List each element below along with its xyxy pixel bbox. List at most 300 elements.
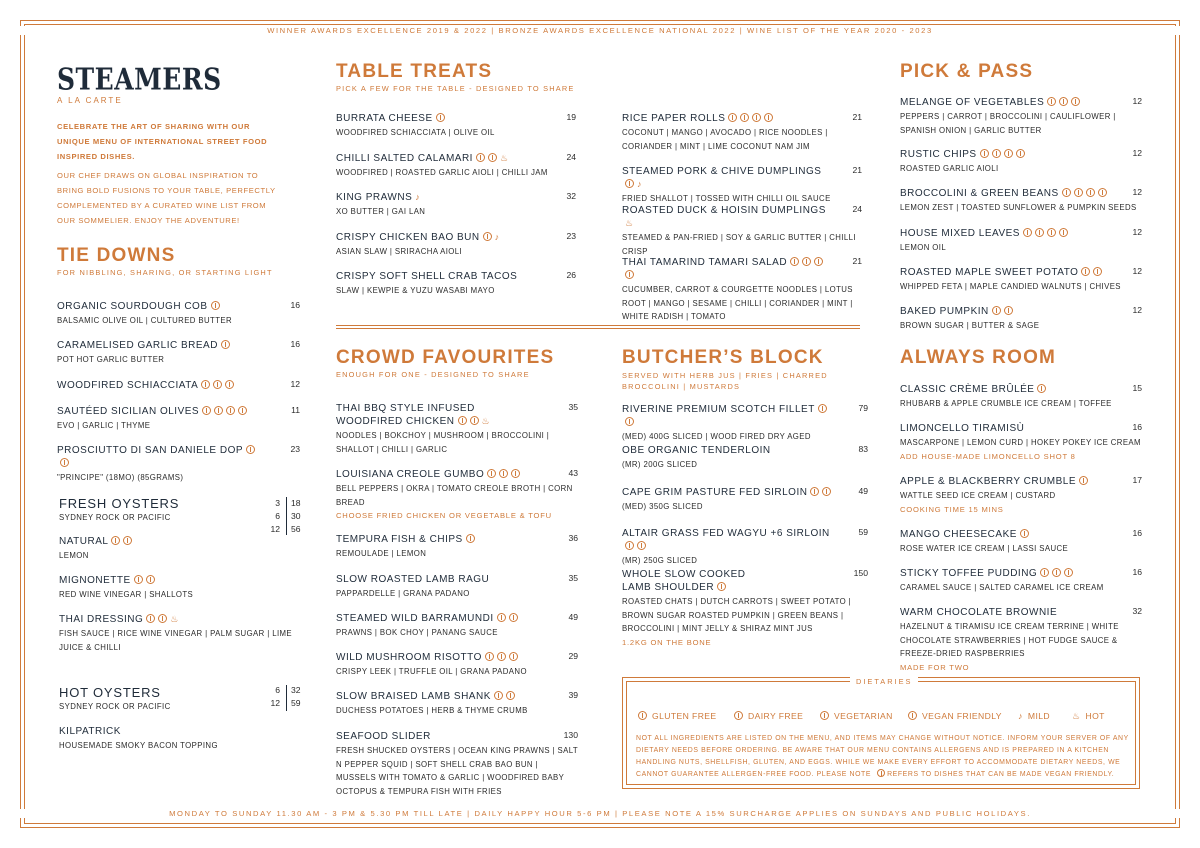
dietary-icon — [625, 541, 634, 550]
dietary-icon — [752, 113, 761, 122]
menu-item-natural — [59, 535, 299, 563]
dietary-icon — [790, 257, 799, 266]
item-description: EVO | GARLIC | THYME — [57, 421, 151, 430]
dietary-icon — [1059, 97, 1068, 106]
menu-item-rustic-chips — [900, 148, 1142, 176]
item-name-text: WHOLE SLOW COOKED LAMB SHOULDER — [622, 569, 746, 593]
item-name-text: BAKED PUMPKIN — [900, 306, 989, 317]
menu-item-prosciutto-di-san-daniele-dop — [57, 444, 300, 485]
legend-vegan-friendly — [908, 711, 1002, 721]
menu-item-classic-cr-me-br-l-e — [900, 383, 1142, 411]
item-name — [57, 405, 266, 418]
item-description: BROWN SUGAR | BUTTER & SAGE — [900, 321, 1040, 330]
dietary-icon — [1035, 228, 1044, 237]
item-name-text: BURRATA CHEESE — [336, 113, 433, 124]
dietary-icon — [509, 613, 518, 622]
item-price: 59 — [858, 527, 868, 537]
legend-hot — [1072, 711, 1105, 721]
item-name-text: CLASSIC CRÈME BRÛLÉE — [900, 384, 1035, 395]
intro-bold: CELEBRATE THE ART OF SHARING WITH OUR UNIQUE MENU OF INTERNATIONAL STREET FOOD INSPIRED DISHES. — [57, 122, 268, 161]
menu-item-thai-dressing — [59, 613, 299, 654]
item-price: 79 — [858, 403, 868, 413]
dietary-icon — [226, 406, 235, 415]
item-name-text: SLOW BRAISED LAMB SHANK — [336, 691, 491, 702]
intro-body: OUR CHEF DRAWS ON GLOBAL INSPIRATION TO BRING BOLD FUSIONS TO YOUR TABLE, PERFECTLY COMPLEMENTED BY A CURATED WINE LIST FROM OUR SOMMELIER. ENJOY THE ADVENTURE! — [57, 171, 276, 225]
item-name-text: ROASTED MAPLE SWEET POTATO — [900, 267, 1079, 278]
menu-item-wild-mushroom-risotto — [336, 651, 578, 679]
item-price: 12 — [290, 379, 300, 389]
hot-icon: ♨ — [170, 614, 179, 624]
menu-item-steamed-wild-barramundi — [336, 612, 578, 640]
dietary-icon — [202, 406, 211, 415]
item-description: BALSAMIC OLIVE OIL | CULTURED BUTTER — [57, 316, 232, 325]
item-name — [336, 270, 542, 283]
dietary-icon — [818, 404, 827, 413]
item-price: 43 — [568, 468, 578, 478]
item-price: 36 — [568, 533, 578, 543]
item-description: WOODFIRED SCHIACCIATA | OLIVE OIL — [336, 128, 495, 137]
item-description: FISH SAUCE | RICE WINE VINEGAR | PALM SUGAR | LIME JUICE & CHILLI — [59, 629, 293, 652]
item-name-text: THAI TAMARIND TAMARI SALAD — [622, 257, 788, 268]
item-price: 35 — [568, 402, 578, 412]
dietary-icon — [1020, 529, 1029, 538]
menu-item-broccolini-green-beans — [900, 187, 1142, 215]
dietary-icon — [466, 534, 475, 543]
item-name-text: STEAMED PORK & CHIVE DUMPLINGS — [622, 166, 822, 177]
dietary-icon — [734, 711, 743, 720]
dietary-icon — [123, 536, 132, 545]
dietary-icon — [1047, 97, 1056, 106]
menu-item-crispy-chicken-bao-bun — [336, 231, 576, 259]
item-description: LEMON ZEST | TOASTED SUNFLOWER & PUMPKIN SEEDS — [900, 203, 1137, 212]
brand-subtitle: A LA CARTE — [57, 96, 123, 105]
item-description: RED WINE VINEGAR | SHALLOTS — [59, 590, 194, 599]
oyster-price: 56 — [291, 524, 301, 534]
dietary-icon — [625, 417, 634, 426]
dietary-icon — [1064, 568, 1073, 577]
fresh-oysters-subtitle: SYDNEY ROCK OR PACIFIC — [59, 513, 171, 522]
dietary-icon — [814, 257, 823, 266]
item-name — [336, 612, 544, 625]
menu-item-saut-ed-sicilian-olives — [57, 405, 300, 433]
tie-downs-subtitle: FOR NIBBLING, SHARING, OR STARTING LIGHT — [57, 268, 273, 277]
item-name-text: LOUISIANA CREOLE GUMBO — [336, 469, 485, 480]
dietary-icon — [1062, 188, 1071, 197]
item-description: MASCARPONE | LEMON CURD | HOKEY POKEY ICE CREAM — [900, 438, 1141, 447]
item-note: COOKING TIME 15 MINS — [900, 504, 1004, 514]
item-name — [59, 574, 295, 587]
item-name-text: THAI BBQ STYLE INFUSED WOODFIRED CHICKEN — [336, 403, 475, 427]
item-name — [336, 191, 542, 204]
oyster-price: 32 — [291, 685, 301, 695]
mild-icon: ♪ — [637, 179, 642, 189]
menu-item-woodfired-schiacciata — [57, 379, 300, 392]
item-description: CRISPY LEEK | TRUFFLE OIL | GRANA PADANO — [336, 667, 527, 676]
item-price: 49 — [858, 486, 868, 496]
dietary-icon — [980, 149, 989, 158]
dietary-icon — [1081, 267, 1090, 276]
item-price: 16 — [290, 339, 300, 349]
item-name-text: WARM CHOCOLATE BROWNIE — [900, 607, 1058, 618]
item-name — [622, 165, 828, 191]
menu-item-riverine-premium-scotch-fillet — [622, 403, 868, 444]
item-name — [622, 204, 828, 230]
item-name — [336, 152, 542, 165]
item-price: 24 — [566, 152, 576, 162]
menu-item-limoncello-tiramis — [900, 422, 1142, 463]
item-price: 12 — [1132, 305, 1142, 315]
legend-label: VEGAN FRIENDLY — [922, 711, 1002, 721]
item-name-text: THAI DRESSING — [59, 614, 144, 625]
item-description: (MED) 350G SLICED — [622, 502, 703, 511]
menu-item-melange-of-vegetables — [900, 96, 1142, 137]
mild-icon: ♪ — [494, 232, 500, 242]
dietary-icon — [485, 652, 494, 661]
dietary-icon — [1086, 188, 1095, 197]
oyster-count: 12 — [270, 524, 280, 534]
divider — [336, 328, 860, 329]
item-description: LEMON OIL — [900, 243, 947, 252]
hot-icon: ♨ — [625, 218, 634, 228]
item-name — [622, 527, 834, 553]
menu-item-louisiana-creole-gumbo — [336, 468, 578, 523]
dietary-icon — [992, 306, 1001, 315]
mild-icon: ♪ — [415, 192, 421, 202]
menu-item-kilpatrick — [59, 725, 299, 753]
dietary-icon — [60, 458, 69, 467]
legend-label: DAIRY FREE — [748, 711, 804, 721]
item-description: WATTLE SEED ICE CREAM | CUSTARD — [900, 491, 1056, 500]
dietary-icon — [820, 711, 829, 720]
mild-icon: ♪ — [1018, 711, 1023, 721]
hot-icon: ♨ — [481, 416, 491, 426]
dietary-icon — [717, 582, 726, 591]
dietary-icon — [1079, 476, 1088, 485]
item-name-text: OBE ORGANIC TENDERLOIN — [622, 445, 771, 456]
dietary-icon — [1074, 188, 1083, 197]
item-name-text: HOUSE MIXED LEAVES — [900, 228, 1020, 239]
item-name — [900, 227, 1108, 240]
item-price: 29 — [568, 651, 578, 661]
fresh-oysters-title: FRESH OYSTERS — [59, 496, 180, 511]
table-treats-subtitle: PICK A FEW FOR THE TABLE - DESIGNED TO SHARE — [336, 84, 575, 93]
bottom-banner — [0, 809, 1200, 818]
item-name-text: RUSTIC CHIPS — [900, 149, 977, 160]
item-price: 23 — [566, 231, 576, 241]
dietary-icon — [506, 691, 515, 700]
item-description: DUCHESS POTATOES | HERB & THYME CRUMB — [336, 706, 528, 715]
item-price: 12 — [1132, 227, 1142, 237]
item-name-text: KING PRAWNS — [336, 192, 413, 203]
crowd-favourites-subtitle: ENOUGH FOR ONE - DESIGNED TO SHARE — [336, 370, 530, 379]
item-price: 12 — [1132, 266, 1142, 276]
item-name — [336, 402, 524, 428]
menu-item-crispy-soft-shell-crab-tacos — [336, 270, 576, 298]
dietary-icon — [225, 380, 234, 389]
item-name — [900, 187, 1108, 200]
always-room-title: ALWAYS ROOM — [900, 347, 1057, 368]
item-name — [900, 528, 1108, 541]
dietary-icon — [625, 270, 634, 279]
oyster-count: 12 — [270, 698, 280, 708]
item-description: XO BUTTER | GAI LAN — [336, 207, 426, 216]
menu-item-rice-paper-rolls — [622, 112, 862, 153]
item-name — [57, 339, 266, 352]
item-name-text: TEMPURA FISH & CHIPS — [336, 534, 463, 545]
menu-item-warm-chocolate-brownie — [900, 606, 1142, 674]
oyster-price: 30 — [291, 511, 301, 521]
item-name — [57, 444, 266, 470]
dietary-icon — [487, 469, 496, 478]
dietary-icon — [511, 469, 520, 478]
dietary-icon — [992, 149, 1001, 158]
menu-item-baked-pumpkin — [900, 305, 1142, 333]
dietary-icon — [201, 380, 210, 389]
item-description: HAZELNUT & TIRAMISU ICE CREAM TERRINE | WHITE CHOCOLATE STRAWBERRIES | HOT FUDGE SAUCE & FREEZE-DRIED RASPBERRIES — [900, 622, 1119, 658]
menu-item-obe-organic-tenderloin — [622, 444, 868, 472]
item-price: 49 — [568, 612, 578, 622]
item-description: FRIED SHALLOT | TOSSED WITH CHILLI OIL SAUCE — [622, 194, 831, 203]
item-price: 12 — [1132, 96, 1142, 106]
item-description: RHUBARB & APPLE CRUMBLE ICE CREAM | TOFFEE — [900, 399, 1112, 408]
item-name — [900, 567, 1108, 580]
dietary-icon — [637, 541, 646, 550]
dietary-icon — [213, 380, 222, 389]
item-price: 130 — [563, 730, 578, 740]
item-name — [900, 383, 1108, 396]
item-name-text: NATURAL — [59, 536, 109, 547]
hot-oysters-title: HOT OYSTERS — [59, 685, 161, 700]
item-name-text: CRISPY CHICKEN BAO BUN — [336, 232, 480, 243]
menu-item-thai-bbq-style-infused-woodfired-chicken — [336, 402, 578, 456]
menu-item-cape-grim-pasture-fed-sirloin — [622, 486, 868, 514]
item-description: LEMON — [59, 551, 89, 560]
item-note: 1.2KG ON THE BONE — [622, 637, 712, 647]
item-name-text: STEAMED WILD BARRAMUNDI — [336, 613, 494, 624]
item-price: 35 — [568, 573, 578, 583]
item-name-text: STICKY TOFFEE PUDDING — [900, 568, 1038, 579]
item-name-text: MANGO CHEESECAKE — [900, 529, 1017, 540]
item-description: STEAMED & PAN-FRIED | SOY & GARLIC BUTTER | CHILLI CRISP — [622, 233, 856, 256]
item-name — [59, 535, 295, 548]
table-treats-title: TABLE TREATS — [336, 61, 493, 82]
top-banner-text: WINNER AWARDS EXCELLENCE 2019 & 2022 | BRONZE AWARDS EXCELLENCE NATIONAL 2022 | WINE LIST OF THE YEAR 2020 - 2023 — [259, 26, 941, 35]
item-name — [336, 651, 544, 664]
item-name — [336, 730, 544, 743]
menu-item-chilli-salted-calamari — [336, 152, 576, 180]
oyster-price: 18 — [291, 498, 301, 508]
dietary-icon — [1004, 306, 1013, 315]
item-name — [622, 403, 834, 429]
top-banner — [0, 26, 1200, 35]
item-price: 16 — [1132, 567, 1142, 577]
dietaries-disclaimer — [636, 733, 1130, 781]
butchers-block-subtitle: SERVED WITH HERB JUS | FRIES | CHARRED BROCCOLINI | MUSTARDS — [622, 371, 828, 391]
item-description: ROASTED CHATS | DUTCH CARROTS | SWEET POTATO | BROWN SUGAR ROASTED PUMPKIN | GREEN BEANS | BROCCOLINI | MINT JELLY & SHIRAZ MINT JUS — [622, 597, 852, 633]
item-price: 19 — [566, 112, 576, 122]
dietary-icon — [483, 232, 492, 241]
dietary-icon — [1016, 149, 1025, 158]
dietary-icon — [221, 340, 230, 349]
dietary-icon — [488, 153, 497, 162]
menu-item-whole-slow-cooked-lamb-shoulder — [622, 568, 868, 649]
item-description: REMOULADE | LEMON — [336, 549, 427, 558]
item-name-text: RIVERINE PREMIUM SCOTCH FILLET — [622, 404, 815, 415]
menu-item-organic-sourdough-cob — [57, 300, 300, 328]
menu-item-mango-cheesecake — [900, 528, 1142, 556]
item-note: ADD HOUSE-MADE LIMONCELLO SHOT 8 — [900, 451, 1076, 461]
tie-downs-title: TIE DOWNS — [57, 245, 176, 266]
legend-gluten-free — [638, 711, 717, 721]
dietary-icon — [1071, 97, 1080, 106]
item-name — [622, 568, 752, 594]
dietary-icon — [476, 153, 485, 162]
dietaries-title: DIETARIES — [850, 677, 918, 686]
dietary-icon — [214, 406, 223, 415]
dietary-icon — [458, 416, 467, 425]
item-name-text: SLOW ROASTED LAMB RAGU — [336, 574, 490, 585]
legend-vegetarian — [820, 711, 893, 721]
item-name — [622, 444, 834, 457]
oyster-price-divider — [286, 497, 287, 535]
item-price: 12 — [1132, 148, 1142, 158]
menu-item-thai-tamarind-tamari-salad — [622, 256, 862, 324]
dietary-icon — [211, 301, 220, 310]
dietary-icon — [1098, 188, 1107, 197]
hot-icon: ♨ — [499, 153, 509, 163]
item-name-text: KILPATRICK — [59, 726, 121, 737]
divider — [336, 325, 860, 326]
item-name-text: CRISPY SOFT SHELL CRAB TACOS — [336, 271, 518, 282]
item-description: ASIAN SLAW | SRIRACHA AIOLI — [336, 247, 463, 256]
item-price: 150 — [853, 568, 868, 578]
menu-item-roasted-duck-hoisin-dumplings — [622, 204, 862, 258]
oyster-price: 59 — [291, 698, 301, 708]
brand-logo: STEAMERS — [57, 62, 222, 97]
menu-item-tempura-fish-chips — [336, 533, 578, 561]
menu-item-slow-roasted-lamb-ragu — [336, 573, 578, 601]
item-name — [900, 422, 1108, 435]
item-name-text: PROSCIUTTO DI SAN DANIELE DOP — [57, 445, 244, 456]
item-price: 21 — [852, 165, 862, 175]
item-name — [336, 112, 542, 125]
item-price: 12 — [1132, 187, 1142, 197]
item-description: SLAW | KEWPIE & YUZU WASABI MAYO — [336, 286, 495, 295]
item-name-text: ROASTED DUCK & HOISIN DUMPLINGS — [622, 205, 826, 216]
dietary-icon — [494, 691, 503, 700]
oyster-count: 6 — [275, 511, 280, 521]
butchers-block-title: BUTCHER’S BLOCK — [622, 347, 824, 368]
item-name — [900, 148, 1108, 161]
item-description: PRAWNS | BOK CHOY | PANANG SAUCE — [336, 628, 498, 637]
item-price: 21 — [852, 112, 862, 122]
item-name — [57, 300, 266, 313]
hot-icon: ♨ — [1072, 711, 1081, 721]
item-price: 23 — [290, 444, 300, 454]
item-description: HOUSEMADE SMOKY BACON TOPPING — [59, 741, 218, 750]
dietary-icon — [1037, 384, 1046, 393]
item-price: 11 — [291, 405, 300, 415]
dietary-icon — [238, 406, 247, 415]
item-name — [336, 468, 544, 481]
item-name — [622, 256, 828, 282]
dietary-icon — [497, 652, 506, 661]
dietary-icon — [822, 487, 831, 496]
disclaimer-text: NOT ALL INGREDIENTS ARE LISTED ON THE MENU, AND ITEMS MAY CHANGE WITHOUT NOTICE. INFORM YOUR SERVER OF ANY DIETARY NEEDS BEFORE ORDERING. BE AWARE THAT OUR MENU CONTAINS ALLERGENS AND IS PREPARED IN A KITCHEN HANDLING NUTS, SHELLFISH, GLUTEN, AND EGGS. WHILE WE MAKE EVERY EFFORT TO ACCOMMODATE DIETARY NEEDS, WE CANNOT GUARANTEE ALLERGEN-FREE FOOD. PLEASE NOTE — [636, 735, 1129, 778]
pick-pass-title: PICK & PASS — [900, 61, 1034, 82]
legend-mild — [1018, 711, 1050, 721]
menu-item-king-prawns — [336, 191, 576, 219]
item-price: 16 — [1132, 528, 1142, 538]
oyster-price-divider — [286, 685, 287, 711]
item-name — [336, 573, 544, 586]
item-name-text: RICE PAPER ROLLS — [622, 113, 726, 124]
item-description: POT HOT GARLIC BUTTER — [57, 355, 165, 364]
item-note: CHOOSE FRIED CHICKEN OR VEGETABLE & TOFU — [336, 511, 552, 520]
dietary-icon — [499, 469, 508, 478]
item-price: 26 — [566, 270, 576, 280]
item-description: (MED) 400G SLICED | WOOD FIRED DRY AGED — [622, 432, 811, 441]
menu-item-seafood-slider — [336, 730, 578, 798]
menu-item-caramelised-garlic-bread — [57, 339, 300, 367]
dietary-icon — [146, 614, 155, 623]
oyster-count: 6 — [275, 685, 280, 695]
dietary-icon — [146, 575, 155, 584]
item-price: 15 — [1132, 383, 1142, 393]
item-description: NOODLES | BOKCHOY | MUSHROOM | BROCCOLINI | SHALLOT | CHILLI | GARLIC — [336, 431, 550, 454]
menu-item-sticky-toffee-pudding — [900, 567, 1142, 595]
legend-dairy-free — [734, 711, 803, 721]
vegan-friendly-icon — [877, 769, 885, 777]
item-price: 24 — [852, 204, 862, 214]
item-description: PEPPERS | CARROT | BROCCOLINI | CAULIFLOWER | SPANISH ONION | GARLIC BUTTER — [900, 112, 1116, 135]
dietary-icon — [802, 257, 811, 266]
menu-item-roasted-maple-sweet-potato — [900, 266, 1142, 294]
disclaimer-text-end: REFERS TO DISHES THAT CAN BE MADE VEGAN FRIENDLY. — [887, 771, 1115, 778]
menu-item-apple-blackberry-crumble — [900, 475, 1142, 516]
item-name-text: SEAFOOD SLIDER — [336, 731, 431, 742]
item-description: PAPPARDELLE | GRANA PADANO — [336, 589, 470, 598]
item-name-text: WILD MUSHROOM RISOTTO — [336, 652, 482, 663]
dietary-icon — [1047, 228, 1056, 237]
item-name — [59, 725, 295, 738]
item-price: 16 — [1132, 422, 1142, 432]
intro-text — [57, 119, 285, 228]
dietary-icon — [436, 113, 445, 122]
dietary-icon — [764, 113, 773, 122]
item-price: 32 — [1132, 606, 1142, 616]
item-name — [900, 305, 1108, 318]
dietary-icon — [625, 179, 634, 188]
item-description: "PRINCIPE" (18MO) (85GRAMS) — [57, 473, 184, 482]
legend-label: VEGETARIAN — [834, 711, 893, 721]
hot-oysters-subtitle: SYDNEY ROCK OR PACIFIC — [59, 702, 171, 711]
item-description: ROSE WATER ICE CREAM | LASSI SAUCE — [900, 544, 1069, 553]
item-description: CARAMEL SAUCE | SALTED CARAMEL ICE CREAM — [900, 583, 1104, 592]
legend-label: GLUTEN FREE — [652, 711, 717, 721]
item-description: FRESH SHUCKED OYSTERS | OCEAN KING PRAWNS | SALT N PEPPER SQUID | SOFT SHELL CRAB BAO BUN | MUSSELS WITH TOMATO & GARLIC | WOODFIRED BABY OCTOPUS & TEMPURA FISH WITH FRIES — [336, 746, 578, 796]
item-name — [336, 231, 542, 244]
item-description: BELL PEPPERS | OKRA | TOMATO CREOLE BROTH | CORN BREAD — [336, 484, 573, 507]
dietary-icon — [134, 575, 143, 584]
item-description: (MR) 250G SLICED — [622, 556, 698, 565]
dietary-icon — [246, 445, 255, 454]
dietary-icon — [1052, 568, 1061, 577]
item-name — [900, 266, 1108, 279]
item-name — [336, 690, 544, 703]
dietary-icon — [111, 536, 120, 545]
item-name-text: CAPE GRIM PASTURE FED SIRLOIN — [622, 487, 808, 498]
